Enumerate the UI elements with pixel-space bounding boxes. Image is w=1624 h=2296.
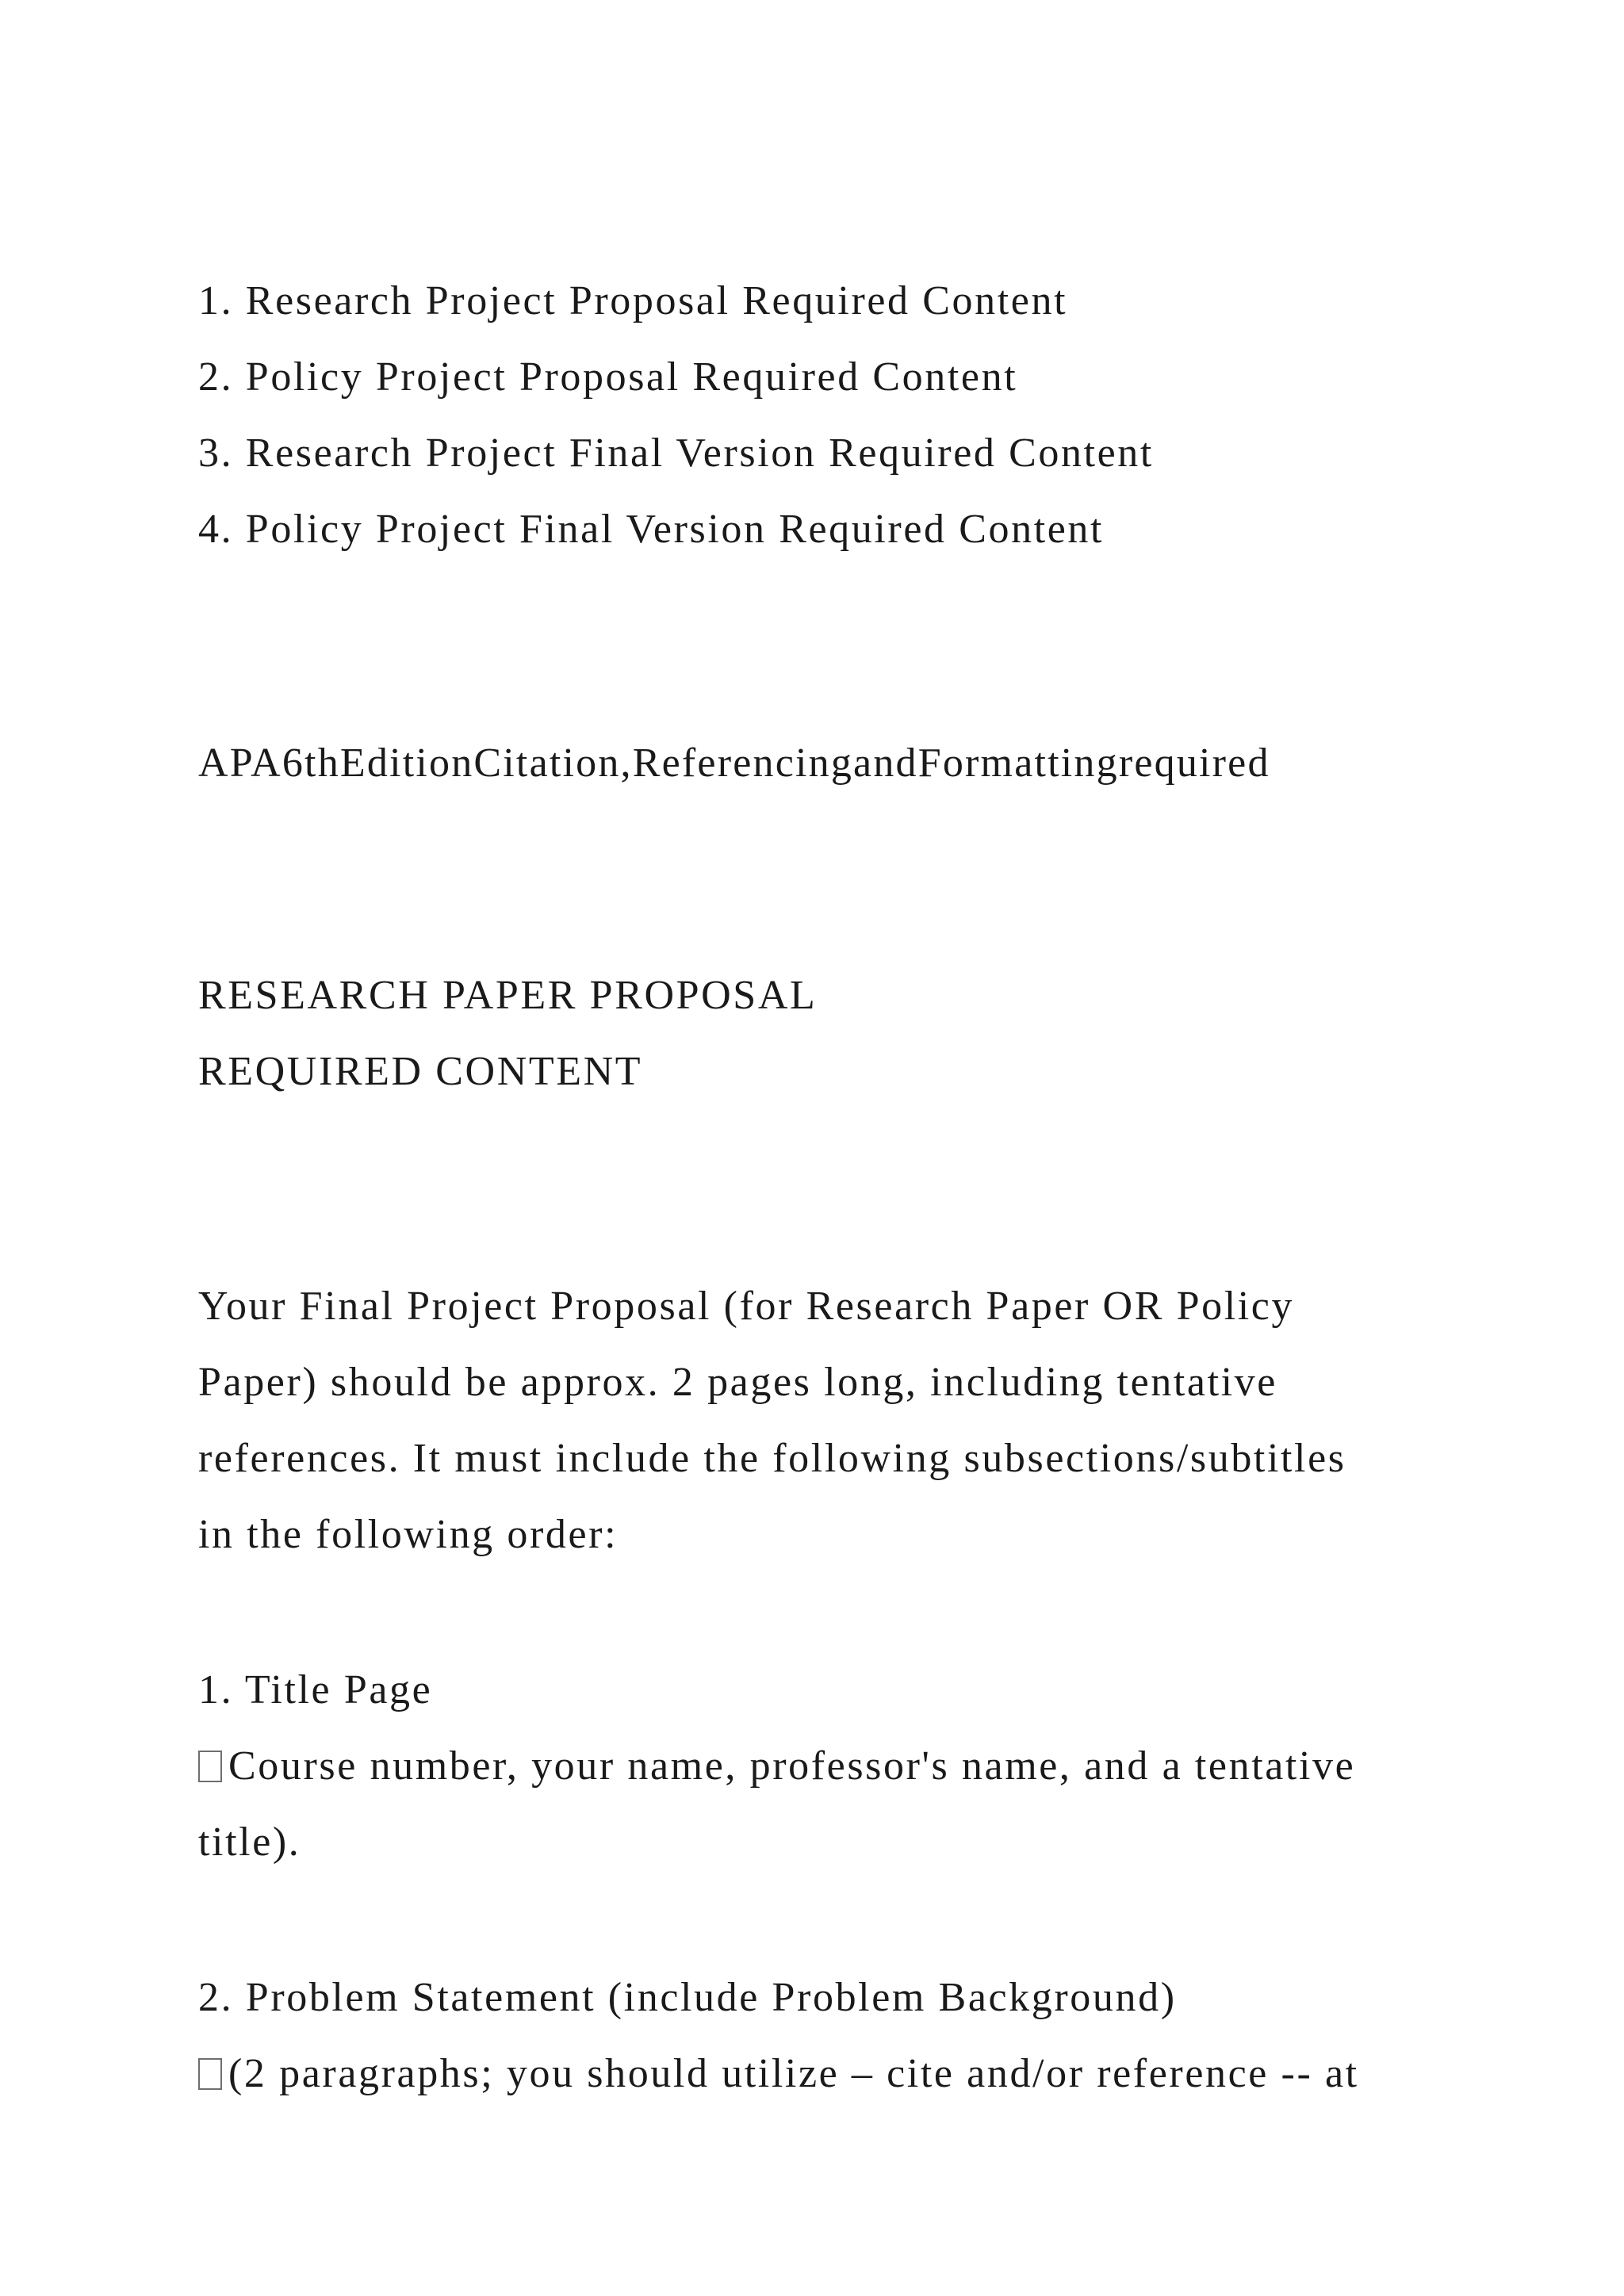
intro-paragraph-line-2: Paper) should be approx. 2 pages long, including tentative (198, 1360, 1277, 1405)
item-1-heading: 1. Title Page (198, 1667, 433, 1712)
toc-item-3: 3. Research Project Final Version Required Content (198, 430, 1154, 476)
intro-paragraph-line-1: Your Final Project Proposal (for Research Paper OR Policy (198, 1284, 1295, 1329)
item-2-heading: 2. Problem Statement (include Problem Background) (198, 1975, 1177, 2020)
item-1-line-1 (198, 1743, 1355, 1790)
intro-paragraph-line-4: in the following order: (198, 1512, 619, 1557)
section-heading-line-1: RESEARCH PAPER PROPOSAL (198, 973, 818, 1018)
item-2-text-1: (2 paragraphs; you should utilize – cite and/or reference -- at (228, 2051, 1359, 2096)
toc-item-1: 1. Research Project Proposal Required Content (198, 278, 1068, 323)
item-2-line-1 (198, 2050, 1359, 2098)
item-1-text-1: Course number, your name, professor's name, and a tentative (228, 1743, 1356, 1789)
section-heading-line-2: REQUIRED CONTENT (198, 1049, 643, 1094)
toc-item-4: 4. Policy Project Final Version Required Content (198, 507, 1105, 552)
missing-glyph-box-icon (198, 1751, 222, 1782)
missing-glyph-box-icon (198, 2058, 222, 2090)
item-1-line-2: title). (198, 1820, 301, 1865)
intro-paragraph-line-3: references. It must include the following subsections/subtitles (198, 1436, 1346, 1481)
toc-item-2: 2. Policy Project Proposal Required Content (198, 354, 1018, 400)
apa-requirement-note: APA6thEditionCitation,ReferencingandFormattingrequired (198, 740, 1270, 786)
